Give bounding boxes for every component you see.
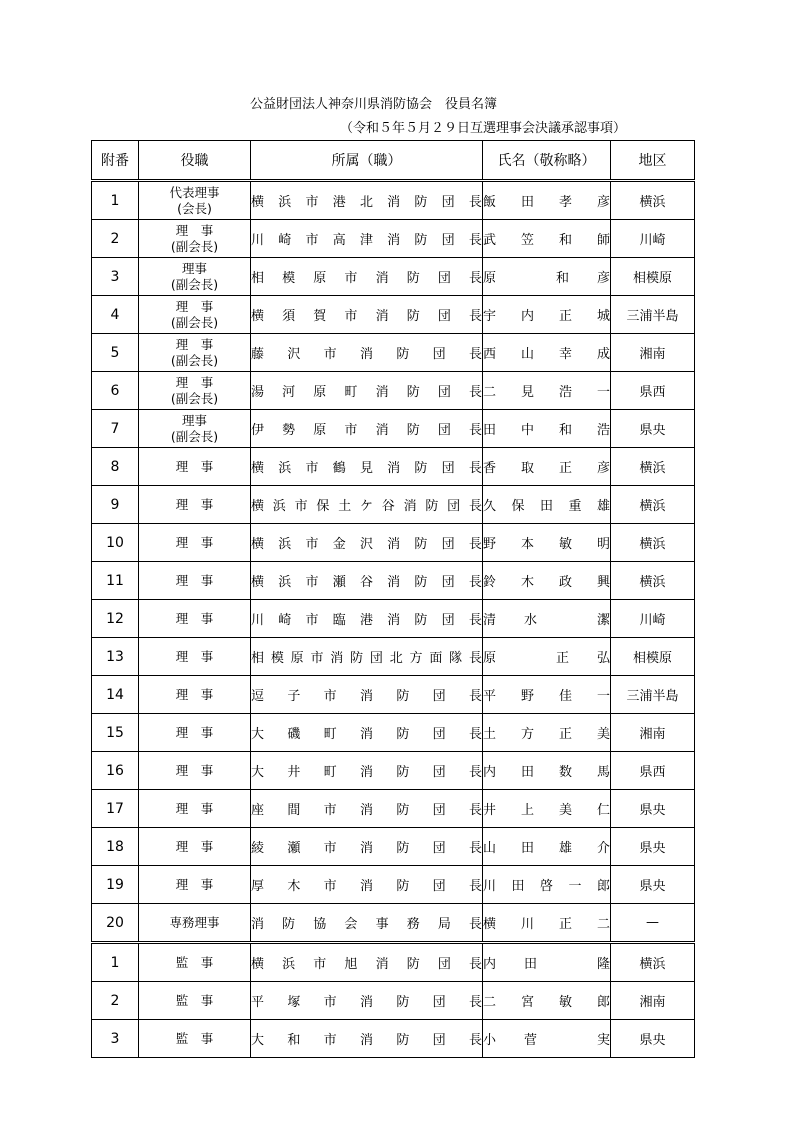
cell-number: 15 [92, 714, 139, 752]
table-row [92, 258, 695, 296]
role-line: 理 事 [175, 458, 214, 474]
cell-name [483, 486, 611, 524]
cell-affiliation [251, 334, 483, 372]
name-text: 山 田 雄 介 [483, 841, 610, 856]
role-line: (副会長) [170, 352, 219, 368]
cell-affiliation [251, 752, 483, 790]
cell-number: 10 [92, 524, 139, 562]
cell-area: 横浜 [611, 943, 695, 982]
cell-affiliation [251, 828, 483, 866]
cell-affiliation [251, 258, 483, 296]
cell-area: 県西 [611, 752, 695, 790]
role-line: (会長) [177, 200, 212, 216]
table-row [92, 982, 695, 1020]
role-line: 理 事 [175, 336, 214, 352]
cell-name [483, 676, 611, 714]
name-text: 宇 内 正 城 [483, 309, 610, 324]
cell-role [139, 752, 251, 790]
cell-role [139, 904, 251, 943]
cell-name [483, 866, 611, 904]
name-text: 鈴 木 政 興 [483, 575, 610, 590]
affiliation-text: 逗 子 市 消 防 団 長 [251, 689, 482, 704]
role-line: (副会長) [170, 276, 219, 292]
cell-affiliation [251, 562, 483, 600]
affiliation-text: 厚 木 市 消 防 団 長 [251, 879, 482, 894]
role-line: 理 事 [175, 800, 214, 816]
cell-role [139, 866, 251, 904]
role-line: 理 事 [175, 838, 214, 854]
cell-affiliation [251, 220, 483, 258]
cell-area: 湘南 [611, 982, 695, 1020]
affiliation-text: 相 模 原 市 消 防 団 北 方 面 隊 長 [251, 651, 482, 666]
cell-role [139, 524, 251, 562]
cell-role [139, 1020, 251, 1058]
table-row [92, 790, 695, 828]
affiliation-text: 消 防 協 会 事 務 局 長 [251, 917, 482, 932]
table-header-row [92, 141, 695, 181]
cell-affiliation [251, 676, 483, 714]
officer-roster-table [91, 140, 695, 1058]
cell-number: 12 [92, 600, 139, 638]
affiliation-text: 川 崎 市 高 津 消 防 団 長 [251, 233, 482, 248]
role-line: 理事 [181, 260, 207, 276]
cell-area: — [611, 904, 695, 943]
name-text: 久 保 田 重 雄 [483, 499, 610, 514]
cell-name [483, 562, 611, 600]
affiliation-text: 座 間 市 消 防 団 長 [251, 803, 482, 818]
cell-name [483, 258, 611, 296]
cell-role [139, 220, 251, 258]
cell-name [483, 714, 611, 752]
affiliation-text: 横 浜 市 金 沢 消 防 団 長 [251, 537, 482, 552]
cell-role [139, 943, 251, 982]
cell-number: 8 [92, 448, 139, 486]
cell-affiliation [251, 372, 483, 410]
cell-number: 4 [92, 296, 139, 334]
cell-role [139, 790, 251, 828]
affiliation-text: 藤 沢 市 消 防 団 長 [251, 347, 482, 362]
table-row [92, 486, 695, 524]
cell-name [483, 220, 611, 258]
cell-affiliation [251, 410, 483, 448]
cell-affiliation [251, 904, 483, 943]
table-row [92, 562, 695, 600]
role-line: (副会長) [170, 428, 219, 444]
header-affiliation: 所属（職） [251, 141, 483, 181]
cell-area: 県央 [611, 790, 695, 828]
cell-number: 9 [92, 486, 139, 524]
role-line: 理 事 [175, 686, 214, 702]
name-text: 井 上 美 仁 [483, 803, 610, 818]
cell-number: 5 [92, 334, 139, 372]
cell-name [483, 943, 611, 982]
cell-name [483, 410, 611, 448]
table-row [92, 752, 695, 790]
role-line: 理 事 [175, 762, 214, 778]
cell-name [483, 181, 611, 220]
name-text: 横 川 正 二 [483, 917, 610, 932]
cell-number: 3 [92, 1020, 139, 1058]
table-row [92, 410, 695, 448]
cell-affiliation [251, 866, 483, 904]
cell-number: 1 [92, 943, 139, 982]
cell-name [483, 638, 611, 676]
role-line: (副会長) [170, 390, 219, 406]
table-row [92, 1020, 695, 1058]
role-line: (副会長) [170, 238, 219, 254]
role-line: 専務理事 [169, 914, 220, 930]
role-line: 理 事 [175, 496, 214, 512]
header-role: 役職 [139, 141, 251, 181]
cell-number: 6 [92, 372, 139, 410]
table-row [92, 524, 695, 562]
affiliation-text: 湯 河 原 町 消 防 団 長 [251, 385, 482, 400]
cell-area: 横浜 [611, 486, 695, 524]
cell-affiliation [251, 296, 483, 334]
header-number: 附番 [92, 141, 139, 181]
name-text: 香 取 正 彦 [483, 461, 610, 476]
cell-affiliation [251, 181, 483, 220]
name-text: 田 中 和 浩 [483, 423, 610, 438]
cell-area: 横浜 [611, 524, 695, 562]
cell-number: 20 [92, 904, 139, 943]
role-line: 監 事 [175, 954, 214, 970]
name-text: 武 笠 和 師 [483, 233, 610, 248]
cell-area: 県央 [611, 828, 695, 866]
cell-area: 相模原 [611, 258, 695, 296]
cell-role [139, 296, 251, 334]
cell-role [139, 638, 251, 676]
name-text: 清 水 潔 [483, 613, 610, 628]
cell-number: 18 [92, 828, 139, 866]
cell-name [483, 790, 611, 828]
affiliation-text: 綾 瀬 市 消 防 団 長 [251, 841, 482, 856]
role-line: 理 事 [175, 572, 214, 588]
cell-role [139, 676, 251, 714]
table-row [92, 296, 695, 334]
cell-affiliation [251, 1020, 483, 1058]
name-text: 二 見 浩 一 [483, 385, 610, 400]
cell-area: 三浦半島 [611, 676, 695, 714]
cell-area: 湘南 [611, 714, 695, 752]
role-line: 理 事 [175, 724, 214, 740]
affiliation-text: 横 浜 市 港 北 消 防 団 長 [251, 195, 482, 210]
cell-name [483, 334, 611, 372]
table-row [92, 904, 695, 943]
cell-role [139, 600, 251, 638]
cell-number: 16 [92, 752, 139, 790]
cell-affiliation [251, 790, 483, 828]
affiliation-text: 伊 勢 原 市 消 防 団 長 [251, 423, 482, 438]
cell-area: 湘南 [611, 334, 695, 372]
cell-area: 横浜 [611, 181, 695, 220]
role-line: (副会長) [170, 314, 219, 330]
cell-area: 三浦半島 [611, 296, 695, 334]
table-row [92, 866, 695, 904]
cell-role [139, 181, 251, 220]
role-line: 監 事 [175, 992, 214, 1008]
table-row [92, 828, 695, 866]
name-text: 二 宮 敏 郎 [483, 995, 610, 1010]
cell-name [483, 904, 611, 943]
name-text: 川 田 啓 一 郎 [483, 879, 610, 894]
cell-name [483, 828, 611, 866]
cell-name [483, 982, 611, 1020]
cell-number: 7 [92, 410, 139, 448]
affiliation-text: 大 磯 町 消 防 団 長 [251, 727, 482, 742]
cell-area: 県央 [611, 1020, 695, 1058]
cell-area: 横浜 [611, 562, 695, 600]
name-text: 西 山 幸 成 [483, 347, 610, 362]
role-line: 理 事 [175, 876, 214, 892]
cell-role [139, 372, 251, 410]
cell-name [483, 752, 611, 790]
cell-name [483, 448, 611, 486]
header-area: 地区 [611, 141, 695, 181]
document-title: 公益財団法人神奈川県消防協会 役員名簿 [250, 97, 498, 112]
name-text: 平 野 佳 一 [483, 689, 610, 704]
cell-affiliation [251, 714, 483, 752]
cell-role [139, 258, 251, 296]
name-text: 内 田 隆 [483, 957, 610, 972]
cell-role [139, 486, 251, 524]
table-row [92, 181, 695, 220]
cell-area: 県央 [611, 410, 695, 448]
affiliation-text: 横 浜 市 旭 消 防 団 長 [251, 957, 482, 972]
cell-area: 県西 [611, 372, 695, 410]
affiliation-text: 平 塚 市 消 防 団 長 [251, 995, 482, 1010]
table-row [92, 448, 695, 486]
table-body [92, 181, 695, 1058]
cell-number: 11 [92, 562, 139, 600]
role-line: 代表理事 [169, 184, 220, 200]
cell-area: 県央 [611, 866, 695, 904]
role-line: 理 事 [175, 222, 214, 238]
cell-number: 3 [92, 258, 139, 296]
affiliation-text: 横 浜 市 保 土 ケ 谷 消 防 団 長 [251, 499, 482, 514]
cell-area: 川崎 [611, 600, 695, 638]
table-row [92, 600, 695, 638]
role-line: 理 事 [175, 610, 214, 626]
affiliation-text: 横 浜 市 瀬 谷 消 防 団 長 [251, 575, 482, 590]
cell-affiliation [251, 943, 483, 982]
affiliation-text: 相 模 原 市 消 防 団 長 [251, 271, 482, 286]
cell-name [483, 1020, 611, 1058]
cell-number: 13 [92, 638, 139, 676]
cell-affiliation [251, 486, 483, 524]
affiliation-text: 横 須 賀 市 消 防 団 長 [251, 309, 482, 324]
cell-role [139, 562, 251, 600]
role-line: 理 事 [175, 374, 214, 390]
affiliation-text: 大 和 市 消 防 団 長 [251, 1033, 482, 1048]
name-text: 小 菅 実 [483, 1033, 610, 1048]
name-text: 原 和 彦 [483, 271, 610, 286]
role-line: 監 事 [175, 1030, 214, 1046]
cell-area: 横浜 [611, 448, 695, 486]
affiliation-text: 横 浜 市 鶴 見 消 防 団 長 [251, 461, 482, 476]
table-row [92, 220, 695, 258]
cell-number: 1 [92, 181, 139, 220]
cell-name [483, 600, 611, 638]
document-subtitle: （令和５年５月２９日互選理事会決議承認事項） [340, 121, 627, 136]
cell-role [139, 982, 251, 1020]
affiliation-text: 大 井 町 消 防 団 長 [251, 765, 482, 780]
cell-number: 14 [92, 676, 139, 714]
cell-number: 2 [92, 220, 139, 258]
cell-role [139, 410, 251, 448]
table-row [92, 372, 695, 410]
cell-name [483, 524, 611, 562]
cell-area: 相模原 [611, 638, 695, 676]
affiliation-text: 川 崎 市 臨 港 消 防 団 長 [251, 613, 482, 628]
table-row [92, 676, 695, 714]
cell-number: 17 [92, 790, 139, 828]
cell-affiliation [251, 982, 483, 1020]
name-text: 原 正 弘 [483, 651, 610, 666]
role-line: 理 事 [175, 298, 214, 314]
cell-name [483, 372, 611, 410]
name-text: 内 田 数 馬 [483, 765, 610, 780]
header-name: 氏名（敬称略） [483, 141, 611, 181]
role-line: 理 事 [175, 534, 214, 550]
cell-number: 2 [92, 982, 139, 1020]
cell-number: 19 [92, 866, 139, 904]
cell-affiliation [251, 600, 483, 638]
name-text: 野 本 敏 明 [483, 537, 610, 552]
table-row [92, 638, 695, 676]
cell-affiliation [251, 448, 483, 486]
name-text: 土 方 正 美 [483, 727, 610, 742]
cell-affiliation [251, 638, 483, 676]
cell-role [139, 334, 251, 372]
name-text: 飯 田 孝 彦 [483, 195, 610, 210]
table-row [92, 334, 695, 372]
cell-name [483, 296, 611, 334]
table-row [92, 943, 695, 982]
cell-role [139, 714, 251, 752]
cell-role [139, 828, 251, 866]
role-line: 理 事 [175, 648, 214, 664]
cell-role [139, 448, 251, 486]
cell-affiliation [251, 524, 483, 562]
cell-area: 川崎 [611, 220, 695, 258]
role-line: 理事 [181, 412, 207, 428]
table-row [92, 714, 695, 752]
